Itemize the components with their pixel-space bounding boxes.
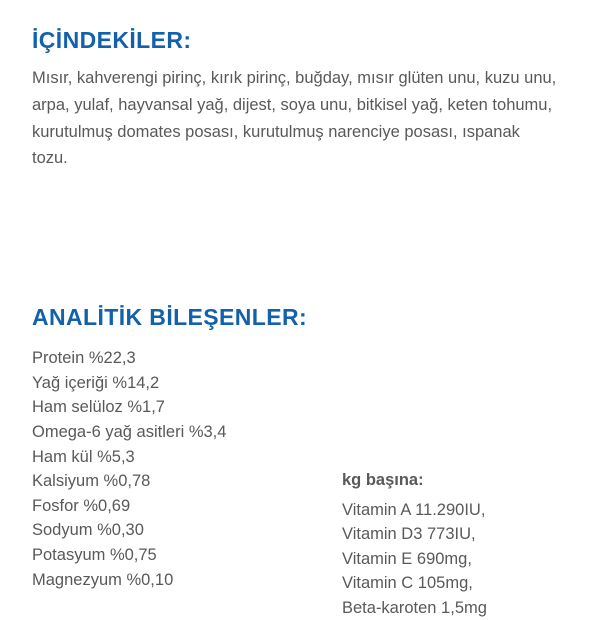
list-item: Vitamin C 105mg, bbox=[342, 574, 473, 593]
per-kg-column bbox=[342, 470, 572, 620]
list-item: Protein %22,3 bbox=[32, 349, 136, 368]
list-item: Vitamin E 690mg, bbox=[342, 549, 472, 568]
list-item: Fosfor %0,69 bbox=[32, 496, 131, 515]
per-kg-heading: kg başına: bbox=[342, 471, 424, 490]
list-item: Vitamin D3 773IU, bbox=[342, 525, 476, 544]
list-item: Potasyum %0,75 bbox=[32, 545, 157, 564]
list-item: Sodyum %0,30 bbox=[32, 521, 144, 540]
list-item: Yağ içeriği %14,2 bbox=[32, 373, 160, 392]
analytic-columns bbox=[32, 346, 572, 618]
nutrient-list bbox=[32, 346, 322, 592]
analytic-heading: ANALİTİK BİLEŞENLER: bbox=[32, 304, 308, 330]
vitamin-list bbox=[342, 498, 572, 621]
list-item: Magnezyum %0,10 bbox=[32, 570, 174, 589]
list-item: Omega-6 yağ asitleri %3,4 bbox=[32, 423, 227, 442]
ingredients-heading: İÇİNDEKİLER: bbox=[32, 27, 192, 53]
nutrient-column bbox=[32, 346, 322, 592]
ingredients-text: Mısır, kahverengi pirinç, kırık pirinç, buğday, mısır glüten unu, kuzu unu, arpa, yulaf, hayvansal yağ, dijest, soya unu, bitkisel yağ, keten tohumu, kurutulmuş domates posası, kurutulmuş narenciye posası, ıspanak tozu. bbox=[32, 69, 557, 168]
list-item: Vitamin A 11.290IU, bbox=[342, 500, 486, 519]
list-item: Ham kül %5,3 bbox=[32, 447, 135, 466]
analytic-constituents-section bbox=[32, 304, 572, 618]
list-item: Kalsiyum %0,78 bbox=[32, 472, 151, 491]
list-item: Beta-karoten 1,5mg bbox=[342, 599, 487, 618]
list-item: Ham selüloz %1,7 bbox=[32, 398, 165, 417]
ingredients-section bbox=[32, 28, 572, 172]
